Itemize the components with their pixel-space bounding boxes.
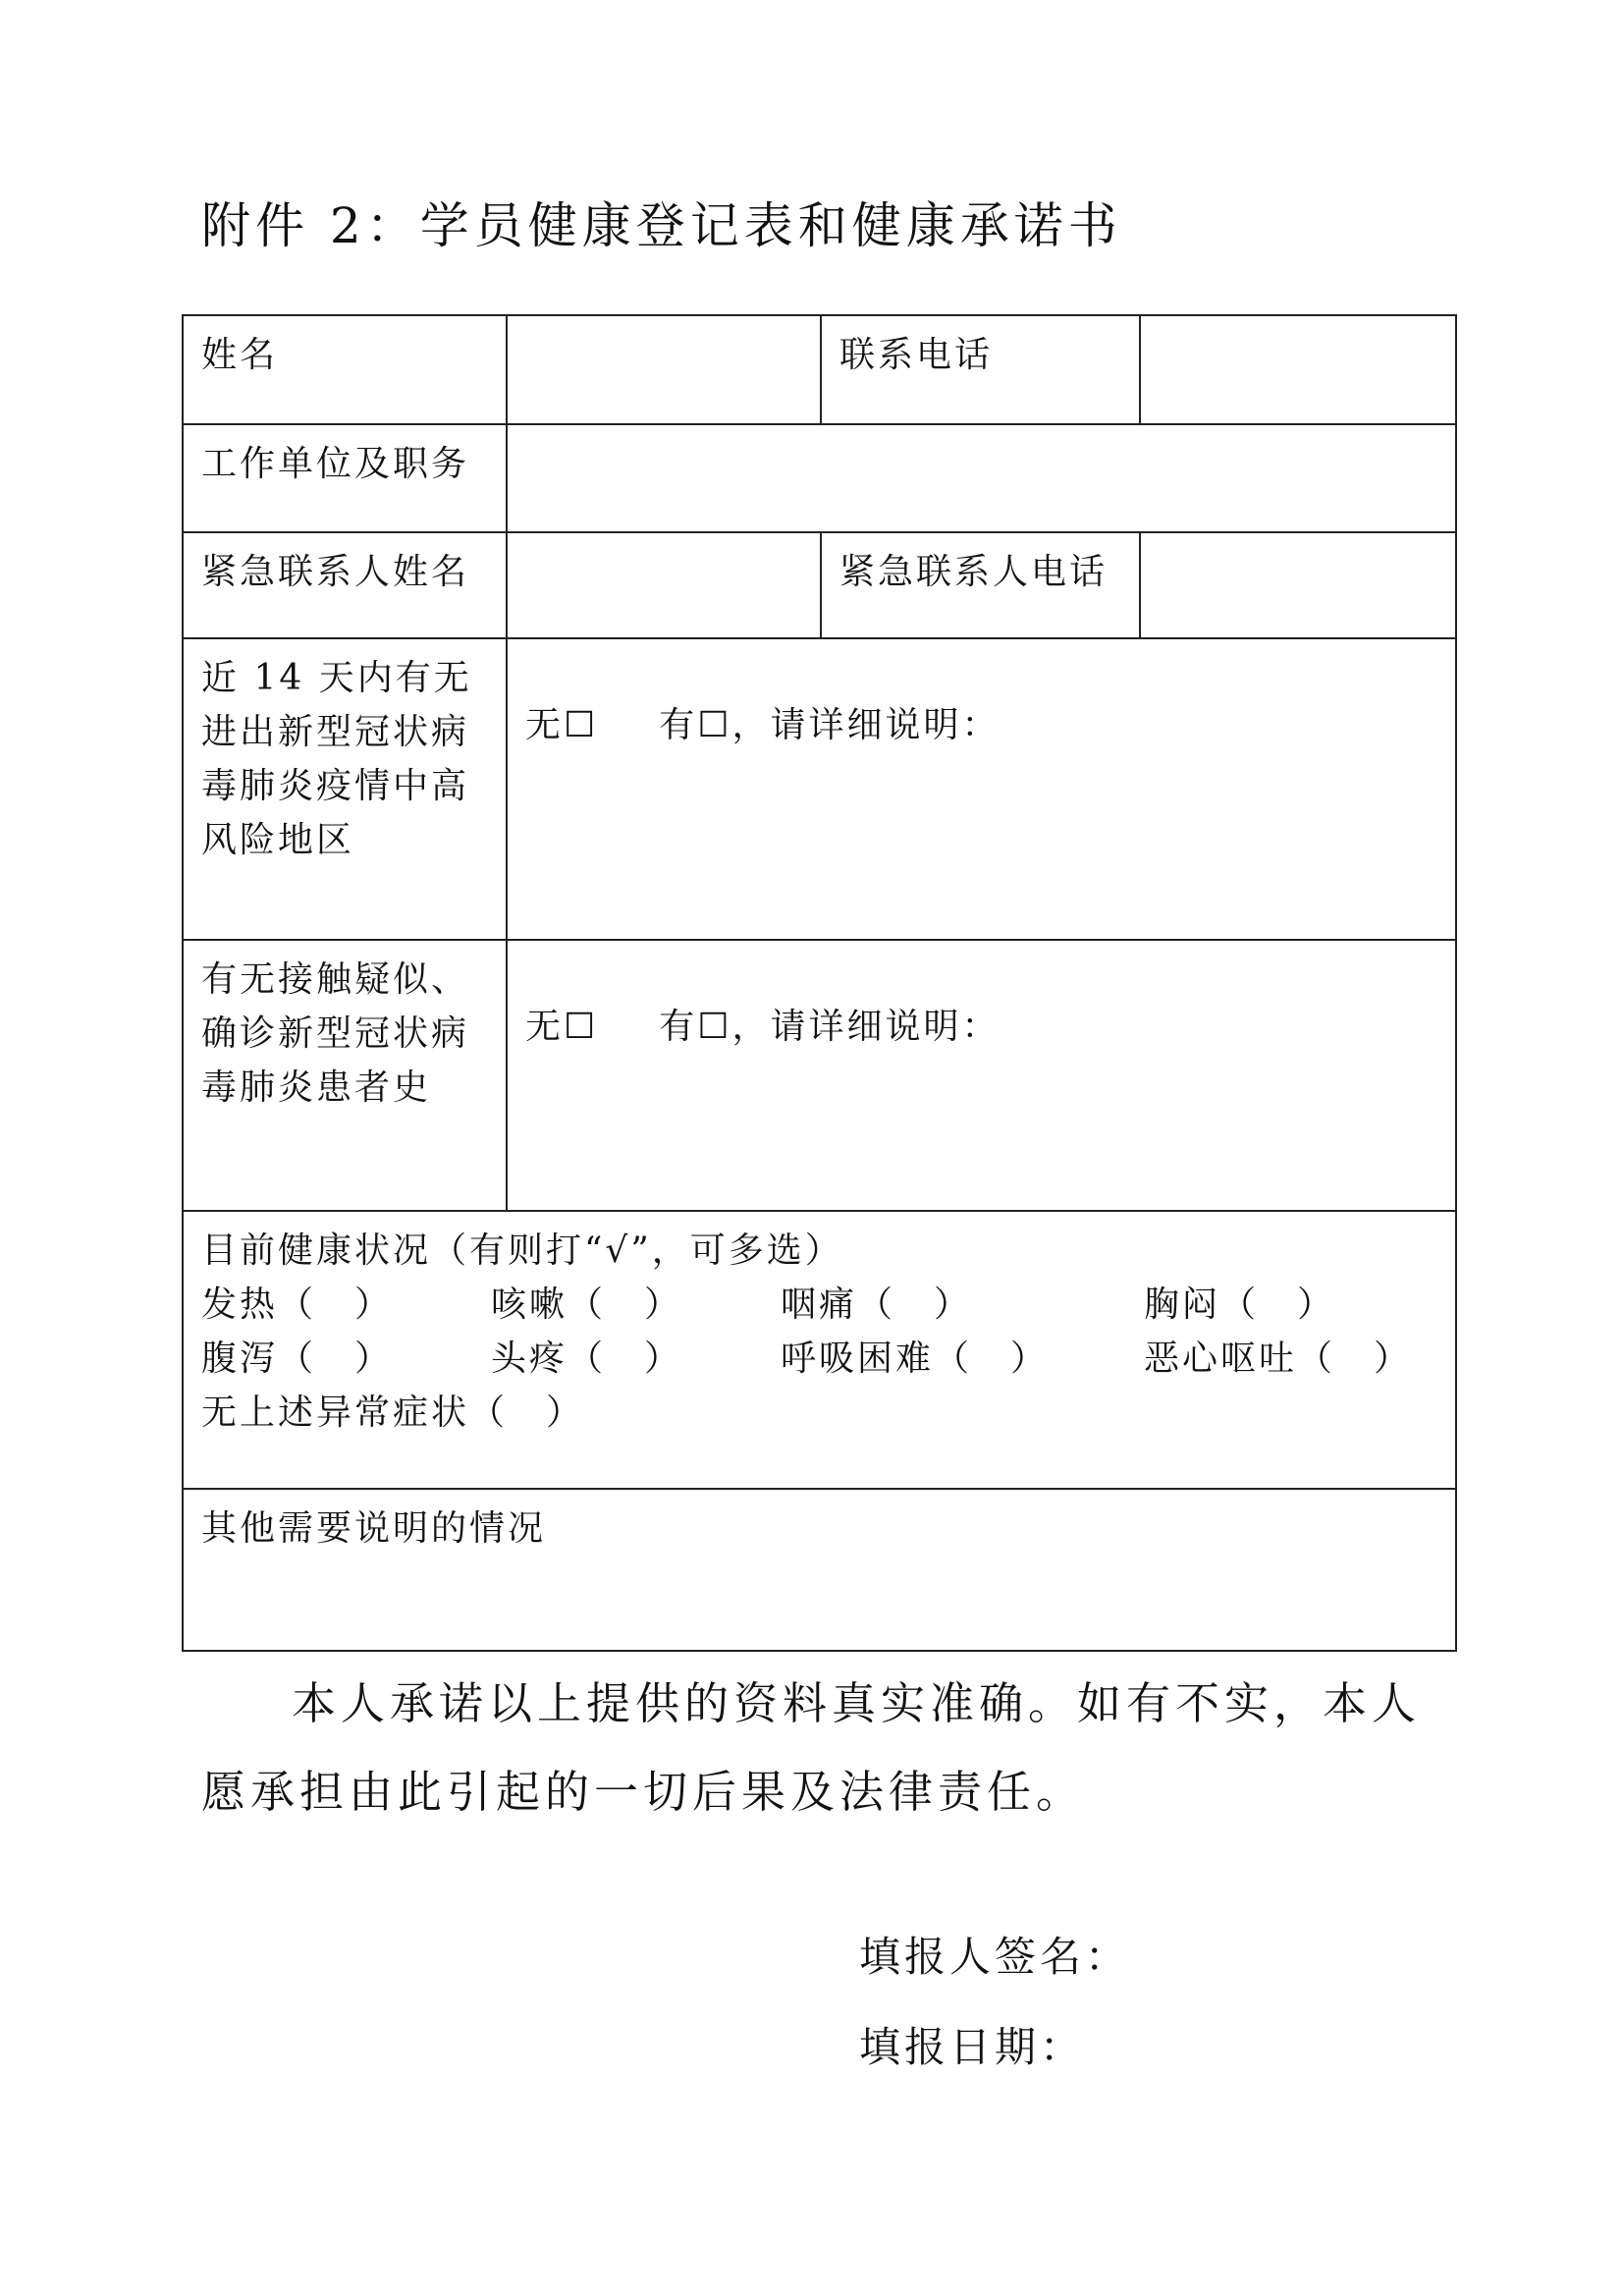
symptom-chest-tightness[interactable]: 胸闷（ ）: [1144, 1285, 1336, 1325]
travel-answer: [507, 638, 1456, 940]
phone-label: 联系电话: [821, 315, 1140, 424]
health-registration-form: [182, 314, 1457, 1652]
symptom-none[interactable]: 无上述异常症状（ ）: [201, 1393, 585, 1433]
health-status-cell: [183, 1211, 1456, 1489]
travel-label: 近 14 天内有无进出新型冠状病毒肺炎疫情中高风险地区: [183, 638, 507, 940]
travel-yes-checkbox[interactable]: 有☐，请详细说明：: [659, 705, 1001, 745]
symptom-breathing-difficulty[interactable]: 呼吸困难（ ）: [781, 1339, 1050, 1379]
other-info-label: 其他需要说明的情况: [201, 1508, 547, 1549]
health-status-header: 目前健康状况（有则打“√”，可多选）: [201, 1230, 843, 1271]
symptom-headache[interactable]: 头疼（ ）: [491, 1339, 683, 1379]
emergency-name-label: 紧急联系人姓名: [183, 532, 507, 638]
symptom-diarrhea[interactable]: 腹泻（ ）: [201, 1339, 394, 1379]
other-info-cell[interactable]: [183, 1489, 1456, 1651]
name-label: 姓名: [183, 315, 507, 424]
row-travel: [183, 638, 1456, 940]
travel-no-checkbox[interactable]: 无☐: [525, 705, 599, 745]
pledge-text: 本人承诺以上提供的资料真实准确。如有不实，本人愿承担由此引起的一切后果及法律责任。: [201, 1677, 1422, 1818]
symptom-nausea-vomiting[interactable]: 恶心呕吐（ ）: [1144, 1339, 1413, 1379]
symptom-fever[interactable]: 发热（ ）: [201, 1285, 394, 1325]
contact-yes-checkbox[interactable]: 有☐，请详细说明：: [659, 1007, 1001, 1047]
name-field[interactable]: [507, 315, 821, 424]
symptom-cough[interactable]: 咳嗽（ ）: [491, 1285, 683, 1325]
signature-label: 填报人签名：: [859, 1933, 1131, 1981]
phone-field[interactable]: [1140, 315, 1456, 424]
row-work: [183, 424, 1456, 532]
symptom-grid: [201, 1278, 1437, 1386]
work-label: 工作单位及职务: [183, 424, 507, 532]
document-title: 附件 2：学员健康登记表和健康承诺书: [201, 197, 1122, 254]
contact-label: 有无接触疑似、确诊新型冠状病毒肺炎患者史: [183, 940, 507, 1211]
contact-answer: [507, 940, 1456, 1211]
work-field[interactable]: [507, 424, 1456, 532]
row-name-phone: [183, 315, 1456, 424]
date-label: 填报日期：: [859, 2023, 1086, 2071]
emergency-phone-label: 紧急联系人电话: [821, 532, 1140, 638]
row-emergency: [183, 532, 1456, 638]
emergency-phone-field[interactable]: [1140, 532, 1456, 638]
contact-no-checkbox[interactable]: 无☐: [525, 1007, 599, 1047]
row-health: [183, 1211, 1456, 1489]
row-contact: [183, 940, 1456, 1211]
emergency-name-field[interactable]: [507, 532, 821, 638]
row-other: [183, 1489, 1456, 1651]
symptom-sore-throat[interactable]: 咽痛（ ）: [781, 1285, 973, 1325]
